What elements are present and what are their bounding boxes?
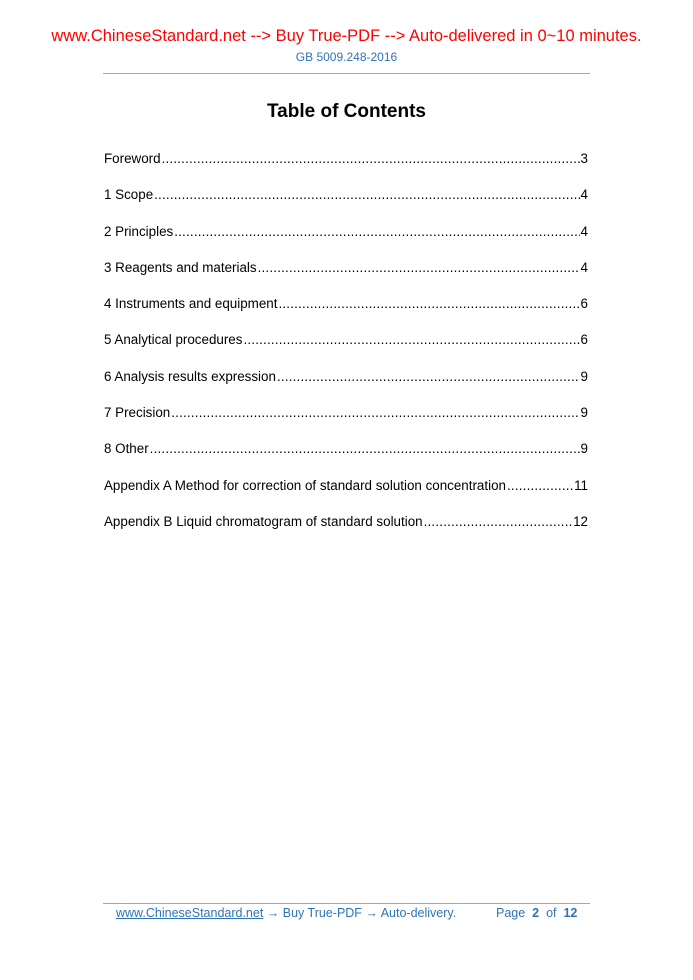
toc-entry-precision[interactable] bbox=[104, 404, 588, 440]
footer-divider bbox=[103, 903, 590, 904]
toc-dot-leader bbox=[507, 477, 573, 495]
document-code: GB 5009.248-2016 bbox=[295, 50, 398, 64]
toc-entry-text: 4 Instruments and equipment bbox=[104, 296, 278, 312]
toc-entry-page: 4 bbox=[580, 223, 588, 239]
toc-dot-leader bbox=[162, 150, 580, 168]
footer-text: → Buy True-PDF → Auto-delivery. bbox=[263, 906, 457, 920]
toc-dot-leader bbox=[171, 404, 579, 422]
toc-entry-results[interactable] bbox=[104, 368, 588, 404]
toc-dot-leader bbox=[277, 368, 580, 386]
toc-entry-text: 7 Precision bbox=[104, 405, 171, 421]
toc-entry-reagents[interactable] bbox=[104, 259, 588, 295]
top-banner[interactable]: www.ChineseStandard.net --> Buy True-PDF --> Auto-delivered in 0~10 minutes. bbox=[51, 27, 642, 45]
page-current: 2 bbox=[532, 906, 540, 920]
toc-entry-page: 6 bbox=[580, 296, 588, 312]
toc-entry-text: Foreword bbox=[104, 151, 161, 166]
toc-entry-foreword[interactable] bbox=[104, 150, 588, 186]
page-of: of bbox=[546, 906, 557, 920]
toc-entry-text: 3 Reagents and materials bbox=[104, 259, 257, 275]
toc-dot-leader bbox=[258, 259, 580, 277]
toc-entry-page: 9 bbox=[580, 405, 588, 421]
page-total: 12 bbox=[563, 906, 578, 920]
toc-entry-appendix-a[interactable] bbox=[104, 477, 588, 513]
table-of-contents bbox=[104, 150, 588, 549]
toc-entry-text: 6 Analysis results expression bbox=[104, 368, 276, 384]
toc-entry-page: 4 bbox=[580, 187, 588, 203]
toc-entry-text: 8 Other bbox=[104, 441, 149, 457]
toc-entry-page: 4 bbox=[580, 259, 588, 275]
toc-entry-appendix-b[interactable] bbox=[104, 513, 588, 549]
toc-entry-text: 5 Analytical procedures bbox=[104, 332, 243, 348]
toc-entry-text: Appendix A Method for correction of standard solution concentration bbox=[104, 477, 506, 493]
toc-dot-leader bbox=[243, 331, 579, 349]
toc-entry-text: 2 Principles bbox=[104, 223, 174, 239]
toc-entry-page: 6 bbox=[580, 332, 588, 348]
toc-dot-leader bbox=[174, 223, 579, 241]
toc-entry-page: 11 bbox=[574, 477, 588, 493]
page-label: Page bbox=[496, 906, 526, 920]
toc-entry-instruments[interactable] bbox=[104, 295, 588, 331]
toc-entry-procedures[interactable] bbox=[104, 331, 588, 367]
toc-dot-leader bbox=[424, 513, 573, 531]
toc-entry-text: 1 Scope bbox=[104, 187, 154, 203]
toc-title: Table of Contents bbox=[266, 101, 427, 122]
toc-entry-principles[interactable] bbox=[104, 223, 588, 259]
toc-entry-page: 3 bbox=[580, 151, 588, 166]
toc-dot-leader bbox=[150, 440, 580, 458]
toc-entry-page: 9 bbox=[580, 441, 588, 457]
toc-dot-leader bbox=[278, 295, 579, 313]
header-divider bbox=[103, 73, 590, 74]
toc-entry-other[interactable] bbox=[104, 440, 588, 476]
toc-entry-text: Appendix B Liquid chromatogram of standard solution bbox=[104, 513, 423, 529]
toc-entry-page: 12 bbox=[573, 513, 588, 529]
toc-entry-page: 9 bbox=[580, 368, 588, 384]
page-footer bbox=[116, 906, 586, 920]
footer-link[interactable]: www.ChineseStandard.net bbox=[116, 906, 264, 920]
page-indicator bbox=[496, 906, 577, 920]
toc-dot-leader bbox=[154, 186, 579, 204]
toc-entry-scope[interactable] bbox=[104, 186, 588, 222]
